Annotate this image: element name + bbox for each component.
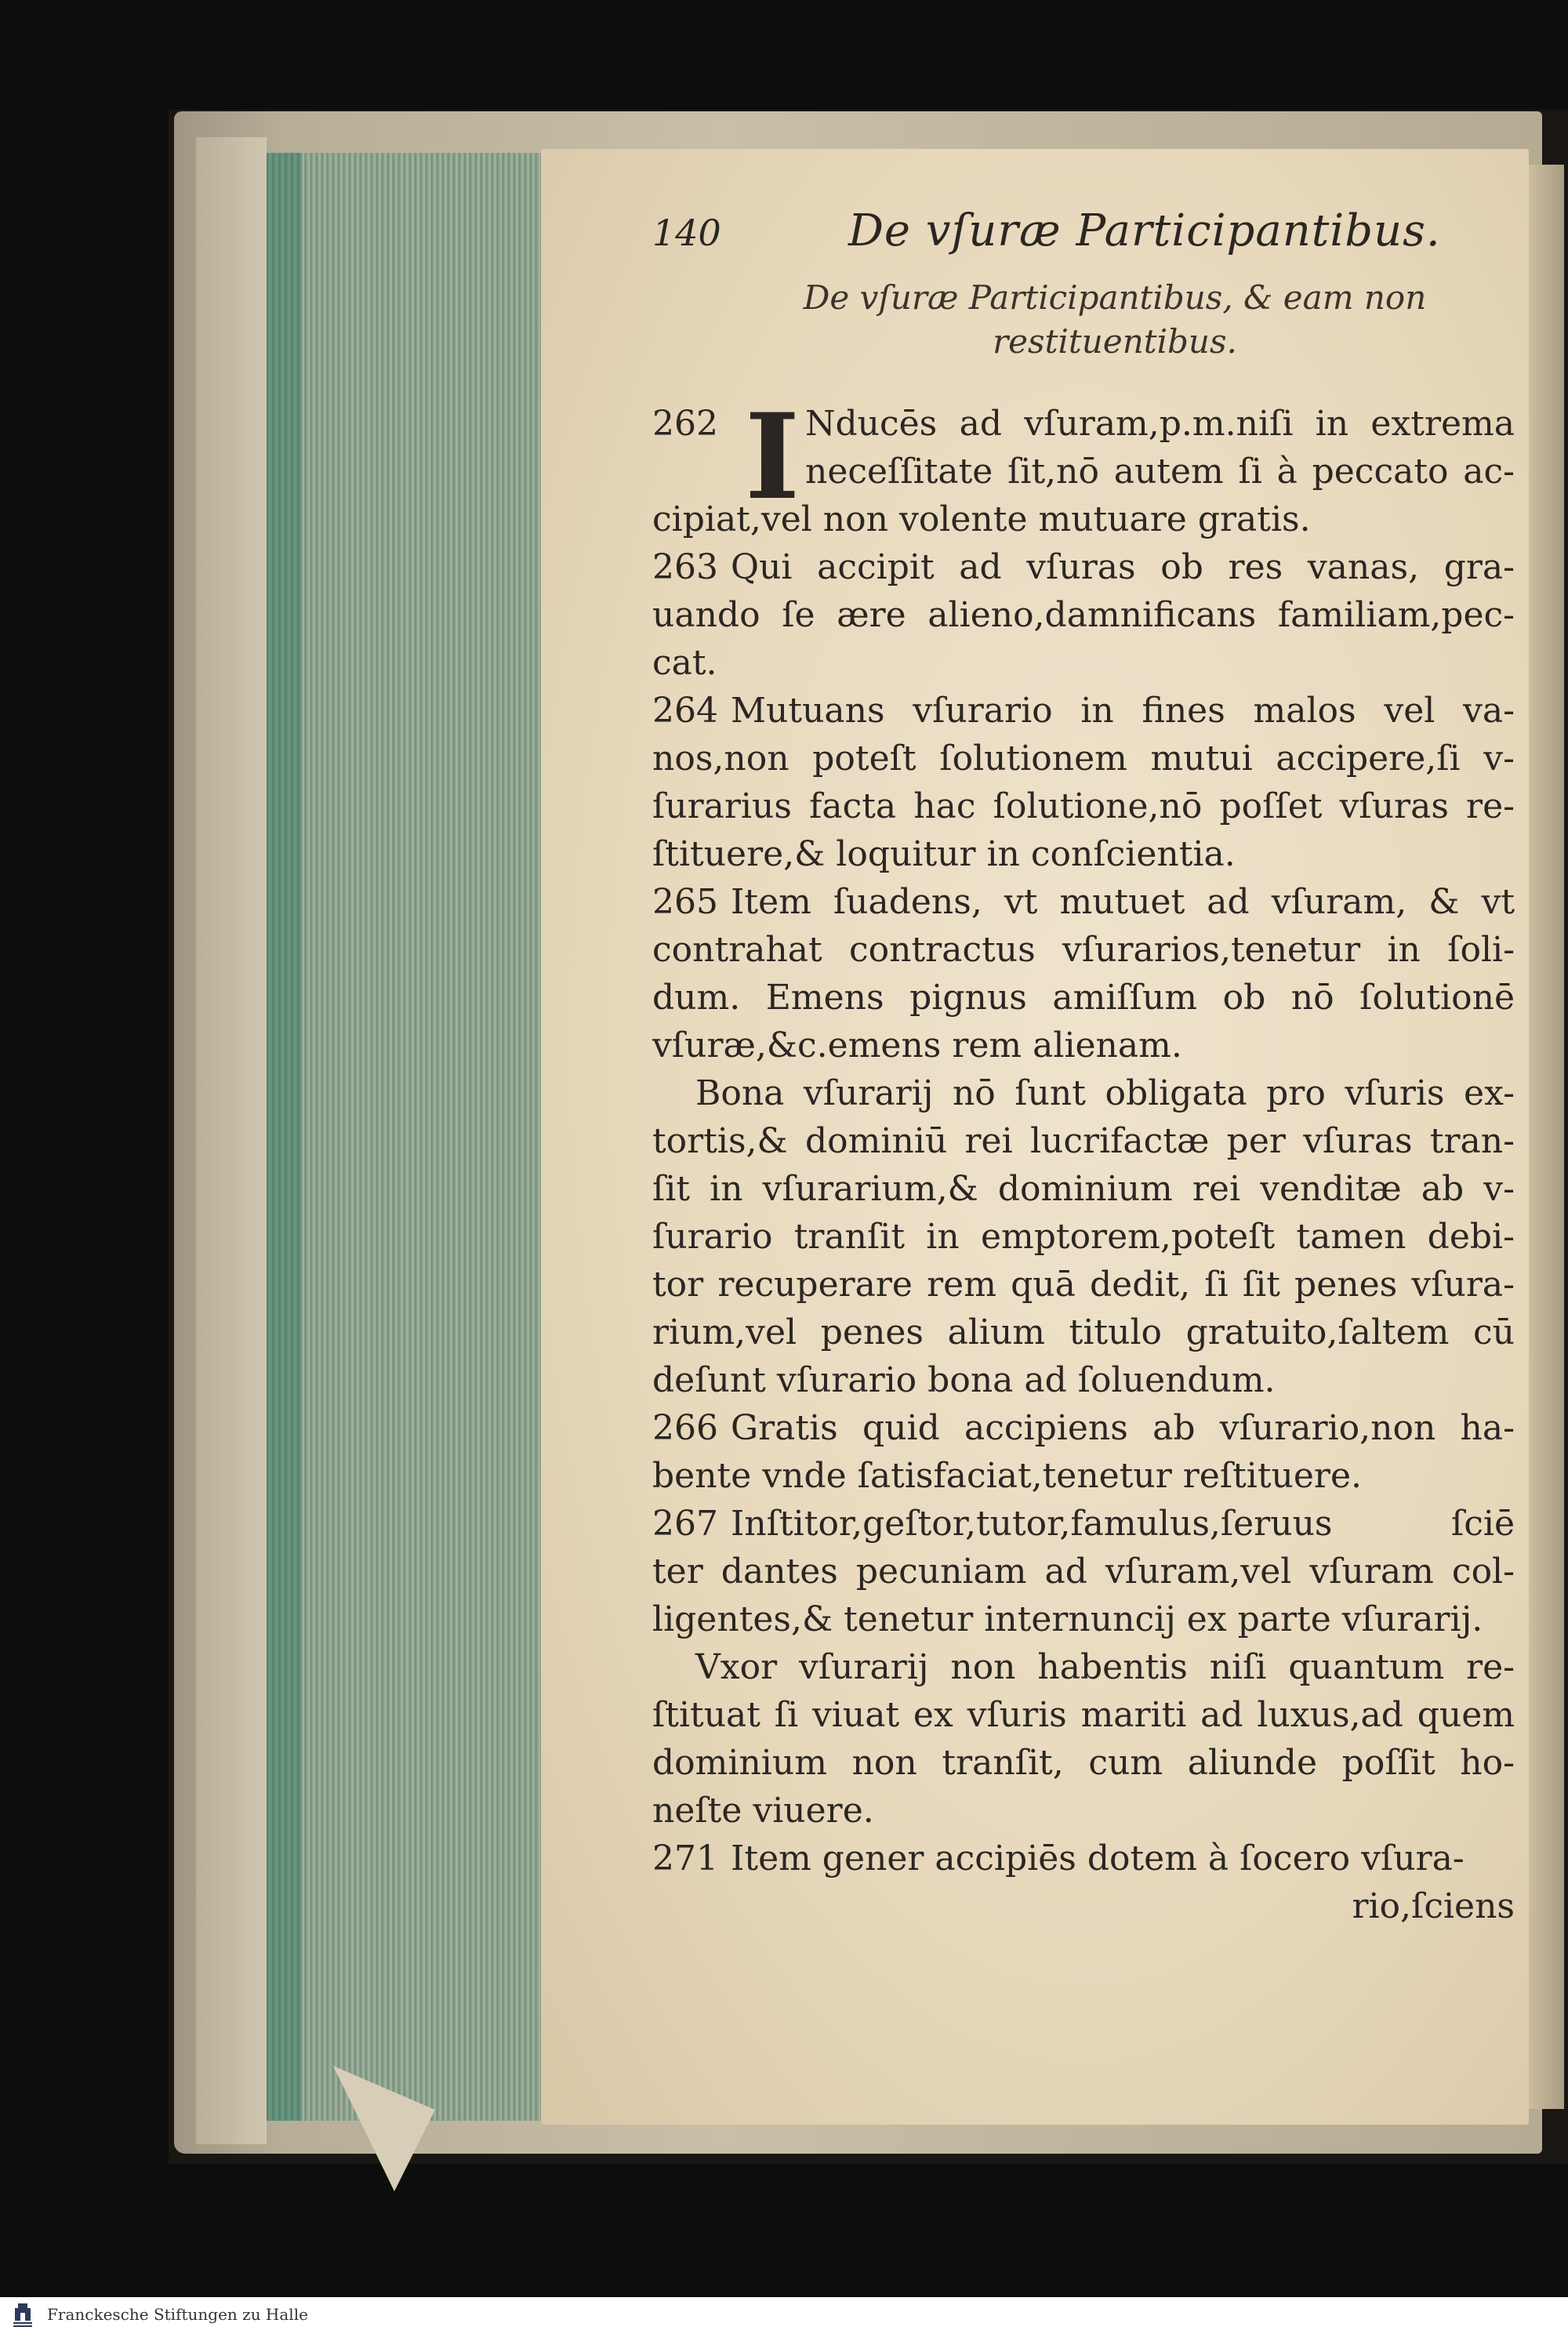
- text-line-content: cat.: [652, 643, 717, 683]
- text-line: [652, 1165, 1515, 1213]
- text-line-content: ter dantes pecuniam ad vſuram,vel vſuram col-: [652, 1552, 1515, 1592]
- text-line: [652, 1643, 1515, 1691]
- text-line-content: Inſtitor,geſtor,tutor,famulus,ſeruus ſciē: [731, 1504, 1515, 1544]
- facing-page-edge: [1529, 165, 1564, 2109]
- text-line-content: ſtituat ſi viuat ex vſuris mariti ad luxus,ad quem: [652, 1695, 1515, 1735]
- running-head: [652, 205, 1515, 268]
- text-line: [652, 639, 1515, 687]
- text-line-content: dominium non tranſit, cum aliunde poſſit ho-: [652, 1743, 1515, 1783]
- text-line: [652, 1356, 1515, 1404]
- text-line-content: tor recuperare rem quā dedit, ſi ſit penes vſura-: [652, 1265, 1515, 1305]
- text-line: [652, 1022, 1515, 1069]
- text-line: [652, 1309, 1515, 1356]
- entry-number: 265: [652, 882, 718, 922]
- text-line-content: nos,non poteſt ſolutionem mutui accipere,ſi v-: [652, 739, 1515, 779]
- text-line-content: rium,vel penes alium titulo gratuito,ſaltem cū: [652, 1312, 1515, 1352]
- entry-number: 263: [652, 547, 718, 587]
- text-line-content: Vxor vſurarij non habentis niſi quantum re-: [695, 1647, 1515, 1687]
- entries: [652, 388, 1515, 1930]
- text-line-content: neceſſitate ſit,nō autem ſi à peccato ac-: [805, 452, 1515, 492]
- entry: [652, 388, 1515, 543]
- entry-number: 264: [652, 691, 718, 731]
- text-line-content: ſit in vſurarium,& dominium rei venditæ ab v-: [652, 1169, 1515, 1209]
- text-line: [652, 735, 1515, 782]
- text-line-content: vſuræ,&c.emens rem alienam.: [652, 1025, 1182, 1065]
- text-line-content: Item gener accipiēs dotem à ſocero vſura-: [731, 1839, 1465, 1878]
- text-line-content: Qui accipit ad vſuras ob res vanas, gra-: [731, 547, 1515, 587]
- text-line: [652, 830, 1515, 878]
- page-text: [652, 205, 1515, 1930]
- text-line: [652, 1213, 1515, 1261]
- catchword: rio,ſciens: [1352, 1886, 1515, 1926]
- text-line: [652, 1595, 1515, 1643]
- text-line: [652, 1261, 1515, 1309]
- text-line-content: ſurarius facta hac ſolutione,nō poſſet vſuras re-: [652, 786, 1515, 826]
- page-number: 140: [652, 212, 721, 254]
- page-edges: [267, 153, 541, 2121]
- text-line-content: ligentes,& tenetur internuncij ex parte vſurarij.: [652, 1599, 1483, 1639]
- text-line: [652, 1404, 1515, 1452]
- entry-number: 271: [652, 1839, 718, 1878]
- institution-logo-icon: [11, 2302, 34, 2329]
- section-title: [715, 276, 1515, 364]
- text-line: [652, 1739, 1515, 1787]
- text-line: [652, 1452, 1515, 1500]
- text-line: [652, 1069, 1515, 1117]
- text-line: [652, 591, 1515, 639]
- section-title-line: De vſuræ Participantibus, & eam non: [803, 278, 1427, 317]
- footer-bar: [0, 2297, 1568, 2334]
- entry: [652, 1069, 1515, 1404]
- text-line: [652, 543, 1515, 591]
- cover-inner-margin: [196, 137, 267, 2144]
- entry-number: 262: [652, 404, 718, 444]
- text-line: [652, 1835, 1515, 1882]
- section-title-line: restituentibus.: [993, 322, 1237, 361]
- text-line-content: tortis,& dominiū rei lucrifactæ per vſuras tran-: [652, 1121, 1515, 1161]
- text-line-content: cipiat,vel non volente mutuare gratis.: [652, 499, 1311, 539]
- text-line: [652, 926, 1515, 974]
- text-line-content: ſtituere,& loquitur in conſcientia.: [652, 834, 1236, 874]
- text-line-content: Mutuans vſurario in fines malos vel va-: [731, 691, 1515, 731]
- text-line: [652, 782, 1515, 830]
- text-line: [652, 878, 1515, 926]
- entry: [652, 1500, 1515, 1643]
- text-line-content: Item ſuadens, vt mutuet ad vſuram, & vt: [731, 882, 1515, 922]
- running-title: De vſuræ Participantibus.: [848, 205, 1441, 256]
- entry: [652, 878, 1515, 1069]
- text-line-content: deſunt vſurario bona ad ſoluendum.: [652, 1360, 1276, 1400]
- entry: [652, 1404, 1515, 1500]
- text-line-content: contrahat contractus vſurarios,tenetur in ſoli-: [652, 930, 1515, 970]
- text-line: [652, 1117, 1515, 1165]
- text-line: [652, 687, 1515, 735]
- text-line-content: Gratis quid accipiens ab vſurario,non ha-: [731, 1408, 1515, 1448]
- entry: [652, 543, 1515, 687]
- text-line-content: Bona vſurarij nō ſunt obligata pro vſuris ex-: [695, 1073, 1515, 1113]
- entry-number: 267: [652, 1504, 718, 1544]
- text-line: [652, 974, 1515, 1022]
- text-line: [652, 1500, 1515, 1548]
- entry: [652, 1835, 1515, 1882]
- text-line-content: bente vnde ſatisfaciat,tenetur reſtituere.: [652, 1456, 1362, 1496]
- text-line: [652, 1691, 1515, 1739]
- text-line-content: Nducēs ad vſuram,p.m.niſi in extrema: [805, 404, 1515, 444]
- text-line: [652, 1787, 1515, 1835]
- entry-number: 266: [652, 1408, 718, 1448]
- text-line-content: neſte viuere.: [652, 1791, 874, 1831]
- text-line-content: ſurario tranſit in emptorem,poteſt tamen debi-: [652, 1217, 1515, 1257]
- green-page-edges: [267, 153, 302, 2121]
- entry: [652, 1643, 1515, 1835]
- text-line-content: uando ſe ære alieno,damnificans familiam,pec-: [652, 595, 1515, 635]
- entry: [652, 687, 1515, 878]
- drop-cap: I: [745, 388, 800, 526]
- text-line: [652, 1548, 1515, 1595]
- footer-institution: Franckesche Stiftungen zu Halle: [47, 2305, 308, 2324]
- text-line-content: dum. Emens pignus amiſſum ob nō ſolutionē: [652, 978, 1515, 1018]
